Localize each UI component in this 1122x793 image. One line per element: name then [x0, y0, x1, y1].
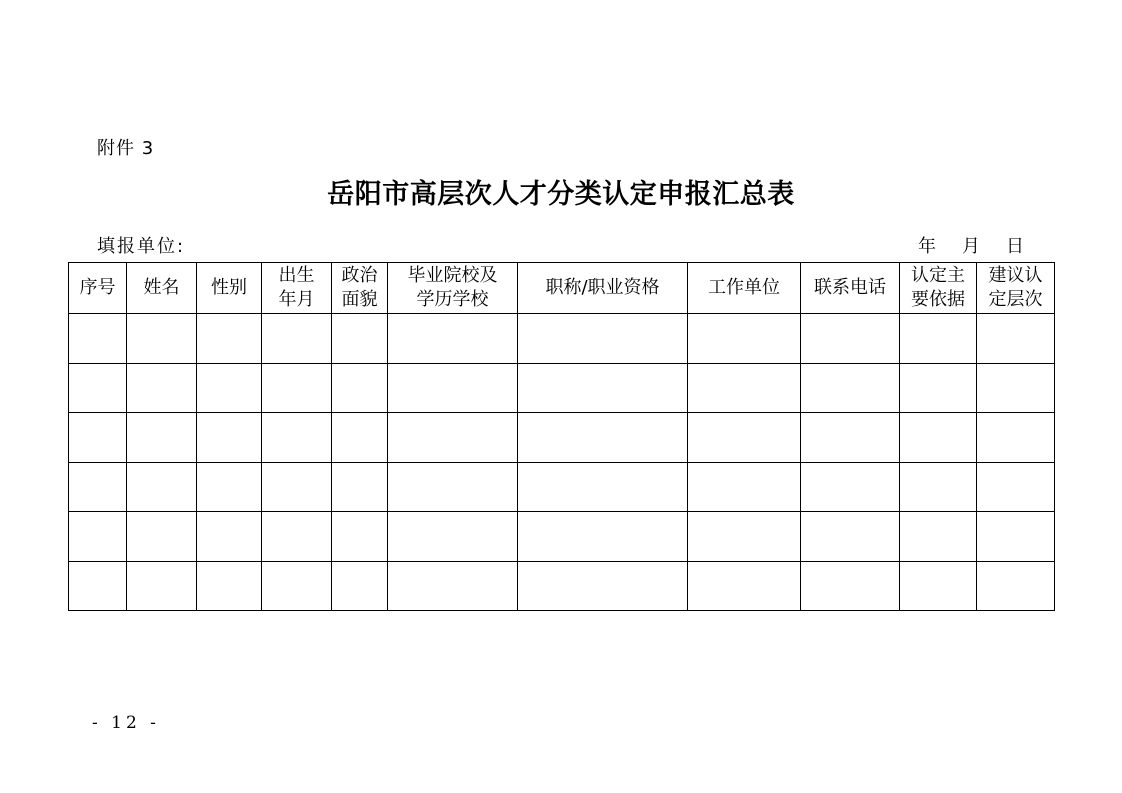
column-header-work-unit: 工作单位 [688, 263, 801, 314]
table-cell [518, 363, 688, 413]
table-cell [127, 314, 197, 364]
table-cell [69, 561, 127, 611]
table-cell [518, 512, 688, 562]
table-cell [977, 314, 1055, 364]
table-cell [69, 462, 127, 512]
table-cell [688, 512, 801, 562]
table-cell [900, 314, 977, 364]
date-fields [918, 232, 1024, 258]
column-header-school-degree: 毕业院校及 学历学校 [388, 263, 518, 314]
table-cell [332, 561, 388, 611]
table-cell [688, 363, 801, 413]
table-cell [262, 413, 332, 463]
table-cell [977, 363, 1055, 413]
table-cell [197, 314, 262, 364]
table-cell [388, 462, 518, 512]
fill-unit-label: 填报单位: [97, 236, 186, 257]
table-cell [977, 512, 1055, 562]
table-cell [801, 462, 900, 512]
attachment-label: 附件 3 [97, 138, 155, 159]
table-cell [518, 413, 688, 463]
page-number: - 12 - [92, 713, 160, 733]
table-cell [518, 561, 688, 611]
table-row [69, 462, 1055, 512]
table-cell [900, 363, 977, 413]
table-cell [127, 363, 197, 413]
column-header-gender: 性别 [197, 263, 262, 314]
column-header-basis: 认定主 要依据 [900, 263, 977, 314]
table-row [69, 561, 1055, 611]
table-cell [69, 314, 127, 364]
table-cell [127, 462, 197, 512]
table-cell [262, 363, 332, 413]
table-row [69, 512, 1055, 562]
table-cell [388, 413, 518, 463]
table-cell [688, 413, 801, 463]
column-header-serial: 序号 [69, 263, 127, 314]
table-row [69, 363, 1055, 413]
table-cell [388, 561, 518, 611]
summary-table [68, 262, 1055, 611]
table-row [69, 314, 1055, 364]
table-cell [197, 512, 262, 562]
table-cell [262, 512, 332, 562]
table-cell [127, 512, 197, 562]
table-cell [262, 561, 332, 611]
table-cell [688, 561, 801, 611]
column-header-phone: 联系电话 [801, 263, 900, 314]
table-cell [900, 512, 977, 562]
column-header-suggested-level: 建议认 定层次 [977, 263, 1055, 314]
column-header-political-status: 政治 面貌 [332, 263, 388, 314]
table-cell [688, 314, 801, 364]
table-cell [688, 462, 801, 512]
table-cell [197, 462, 262, 512]
table-cell [332, 413, 388, 463]
table-cell [197, 363, 262, 413]
table-cell [197, 413, 262, 463]
date-month-label: 月 [962, 236, 980, 257]
column-header-birth-date: 出生 年月 [262, 263, 332, 314]
date-year-label: 年 [918, 236, 936, 257]
page-title: 岳阳市高层次人才分类认定申报汇总表 [327, 179, 795, 210]
table-cell [801, 561, 900, 611]
table-cell [900, 413, 977, 463]
table-cell [977, 413, 1055, 463]
table-cell [332, 363, 388, 413]
table-cell [127, 561, 197, 611]
table-cell [801, 314, 900, 364]
table-cell [388, 363, 518, 413]
table-cell [197, 561, 262, 611]
table-cell [127, 413, 197, 463]
table-cell [801, 413, 900, 463]
table-cell [518, 462, 688, 512]
date-day-label: 日 [1006, 236, 1024, 257]
table-cell [69, 413, 127, 463]
table-cell [977, 462, 1055, 512]
table-cell [900, 462, 977, 512]
table-cell [332, 512, 388, 562]
table-cell [388, 512, 518, 562]
table-cell [262, 314, 332, 364]
column-header-name: 姓名 [127, 263, 197, 314]
table-cell [332, 314, 388, 364]
table-cell [801, 512, 900, 562]
table-cell [332, 462, 388, 512]
table-cell [388, 314, 518, 364]
table-cell [262, 462, 332, 512]
table-cell [977, 561, 1055, 611]
table-cell [900, 561, 977, 611]
table-cell [69, 512, 127, 562]
table-row [69, 413, 1055, 463]
table-body [69, 314, 1055, 611]
table-cell [801, 363, 900, 413]
table-header-row [69, 263, 1055, 314]
table-cell [69, 363, 127, 413]
column-header-professional-title: 职称/职业资格 [518, 263, 688, 314]
table-cell [518, 314, 688, 364]
